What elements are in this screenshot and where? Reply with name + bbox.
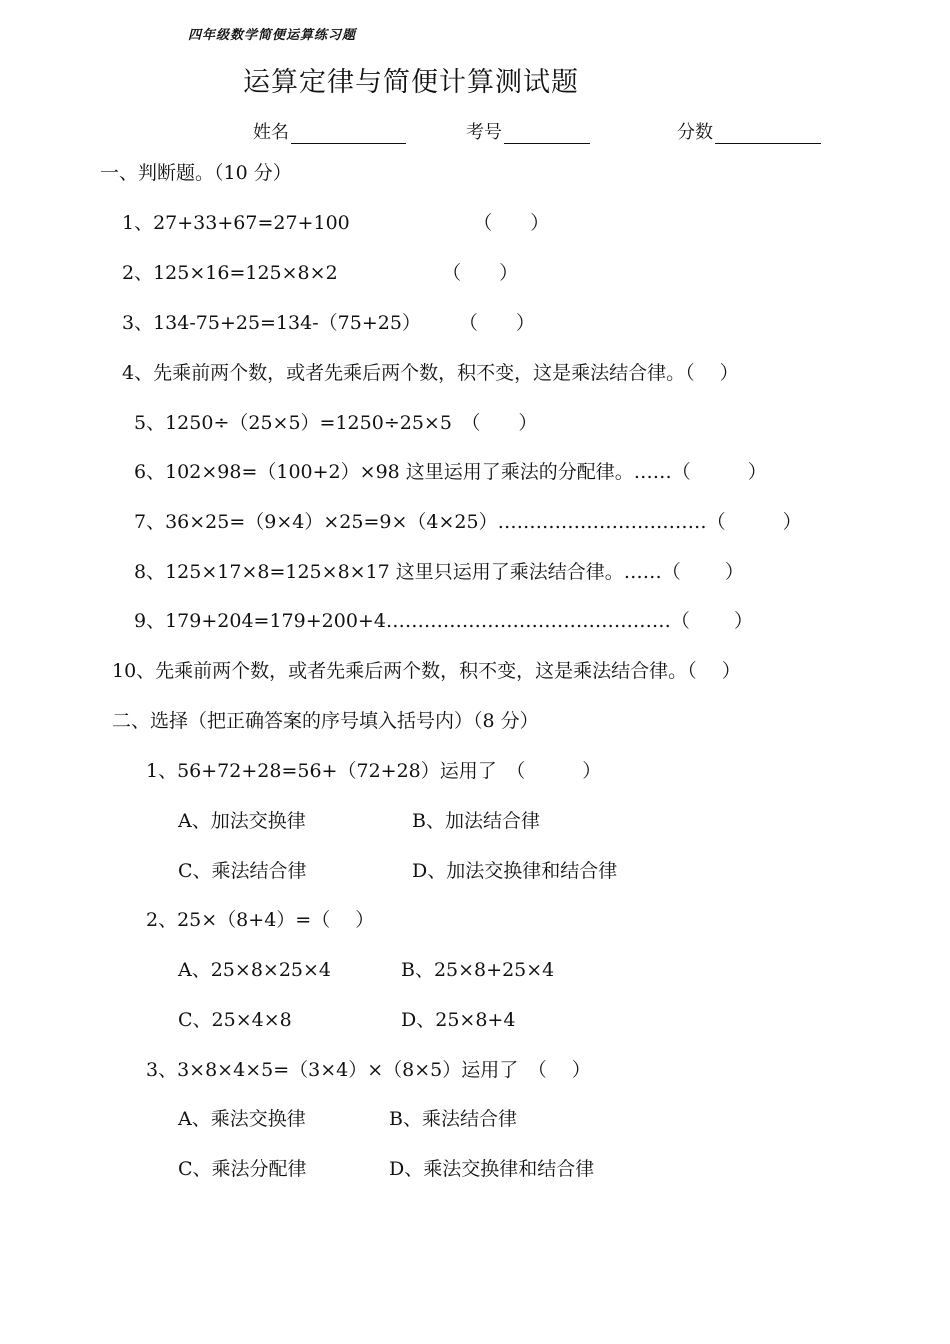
- name-field[interactable]: [253, 118, 406, 144]
- choice-option[interactable]: D、乘法交换律和结合律: [389, 1158, 595, 1180]
- judge-item[interactable]: 6、102×98=（100+2）×98 这里运用了乘法的分配律。……（ ）: [134, 461, 767, 483]
- header-note: 四年级数学简便运算练习题: [188, 28, 357, 43]
- choice-option[interactable]: C、乘法结合律: [178, 860, 307, 882]
- judge-item[interactable]: 7、36×25=（9×4）×25=9×（4×25）……………………………（ ）: [134, 511, 802, 533]
- choice-option[interactable]: C、乘法分配律: [178, 1158, 307, 1180]
- score-field[interactable]: [677, 118, 821, 144]
- choice-question-2[interactable]: 2、25×（8+4）=（ ）: [146, 909, 375, 931]
- choice-option[interactable]: B、乘法结合律: [389, 1108, 517, 1130]
- name-label: 姓名: [253, 122, 289, 143]
- choice-option[interactable]: D、25×8+4: [401, 1009, 516, 1031]
- exam-no-blank[interactable]: [504, 121, 590, 144]
- choice-option[interactable]: C、25×4×8: [178, 1009, 292, 1031]
- choice-option[interactable]: D、加法交换律和结合律: [412, 860, 618, 882]
- section1-title: 一、判断题。（10 分）: [100, 162, 292, 184]
- choice-option[interactable]: A、乘法交换律: [178, 1108, 306, 1130]
- score-label: 分数: [677, 122, 713, 143]
- choice-question-3[interactable]: 3、3×8×4×5=（3×4）×（8×5）运用了 （ ）: [146, 1059, 591, 1081]
- page-title: 运算定律与简便计算测试题: [243, 67, 579, 98]
- choice-option[interactable]: B、加法结合律: [412, 810, 540, 832]
- judge-item[interactable]: 5、1250÷（25×5）=1250÷25×5 （ ）: [134, 412, 538, 434]
- judge-item[interactable]: 1、27+33+67=27+100 （ ）: [122, 212, 550, 234]
- judge-item[interactable]: 8、125×17×8=125×8×17 这里只运用了乘法结合律。……（ ）: [134, 561, 744, 583]
- judge-item[interactable]: 9、179+204=179+200+4………………………………………（ ）: [134, 610, 753, 632]
- section2-title: 二、选择（把正确答案的序号填入括号内）（8 分）: [112, 710, 539, 732]
- name-blank[interactable]: [291, 121, 406, 144]
- exam-no-label: 考号: [466, 122, 502, 143]
- judge-item[interactable]: 4、先乘前两个数，或者先乘后两个数，积不变，这是乘法结合律。（ ）: [122, 362, 739, 384]
- judge-item[interactable]: 3、134-75+25=134-（75+25） （ ）: [122, 312, 535, 334]
- score-blank[interactable]: [715, 121, 821, 144]
- choice-option[interactable]: A、加法交换律: [178, 810, 306, 832]
- choice-option[interactable]: B、25×8+25×4: [401, 959, 555, 981]
- judge-item[interactable]: 2、125×16=125×8×2 （ ）: [122, 262, 519, 284]
- exam-no-field[interactable]: [466, 118, 590, 144]
- judge-item[interactable]: 10、先乘前两个数，或者先乘后两个数，积不变，这是乘法结合律。（ ）: [112, 660, 741, 682]
- choice-question-1[interactable]: 1、56+72+28=56+（72+28）运用了 （ ）: [146, 760, 602, 782]
- choice-option[interactable]: A、25×8×25×4: [178, 959, 332, 981]
